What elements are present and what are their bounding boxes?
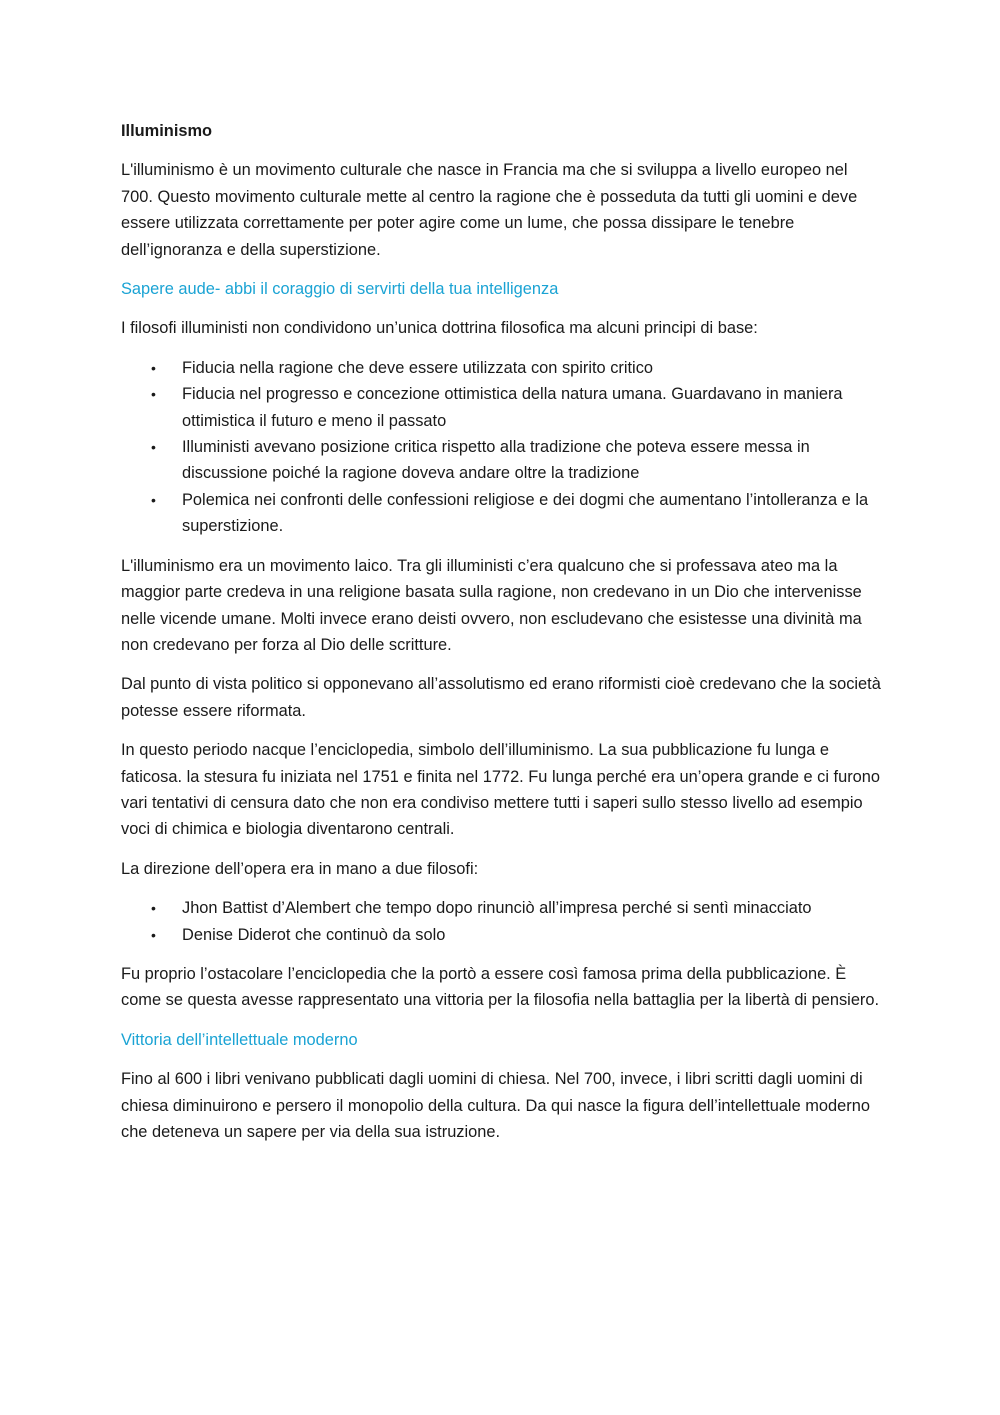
principles-intro-paragraph: I filosofi illuministi non condividono un’unica dottrina filosofica ma alcuni principi di base:	[121, 319, 758, 338]
document-title: Illuminismo	[121, 122, 213, 140]
politico-paragraph: Dal punto di vista politico si opponevano all’assolutismo ed erano riformisti cioè credevano che la società potesse essere riformata.	[121, 675, 881, 720]
list-item-text: Fiducia nel progresso e concezione ottimistica della natura umana. Guardavano in maniera ottimistica il futuro e meno il passato	[182, 385, 843, 430]
enciclopedia-paragraph: In questo periodo nacque l’enciclopedia, simbolo dell’illuminismo. La sua pubblicazione fu lunga e faticosa. la stesura fu iniziata nel 1751 e finita nel 1772. Fu lunga perché era un’opera grande e ci furono vari tentativi di censura dato che non era condiviso mettere tutti i saperi sullo stesso livello ad esempio voci di chimica e biologia diventarono centrali.	[121, 741, 881, 839]
subheading-intellettuale-moderno: Vittoria dell’intellettuale moderno	[121, 1030, 358, 1049]
laico-paragraph: L'illuminismo era un movimento laico. Tra gli illuministi c’era qualcuno che si professava ateo ma la maggior parte credeva in una religione basata sulla ragione, non credevano in un Dio che intervenisse nelle vicende umane. Molti invece erano deisti ovvero, non escludevano che esistesse una divinità ma non credevano per forza al Dio delle scritture.	[121, 556, 862, 654]
direzione-intro-paragraph: La direzione dell’opera era in mano a due filosofi:	[121, 859, 479, 878]
ostacolare-paragraph: Fu proprio l’ostacolare l’enciclopedia che la portò a essere così famosa prima della pubblicazione. È come se questa avesse rappresentato una vittoria per la filosofia nella battaglia per la libertà di pensiero.	[121, 964, 880, 1010]
list-item-text: Fiducia nella ragione che deve essere utilizzata con spirito critico	[182, 358, 654, 377]
list-item-text: Illuministi avevano posizione critica rispetto alla tradizione che poteva essere messa in discussione poiché la ragione doveva andare oltre la tradizione	[182, 438, 810, 483]
intellettuale-paragraph: Fino al 600 i libri venivano pubblicati dagli uomini di chiesa. Nel 700, invece, i libri scritti dagli uomini di chiesa diminuirono e persero il monopolio della cultura. Da qui nasce la figura dell’intellettuale moderno che deteneva un sapere per via della sua istruzione.	[121, 1070, 870, 1141]
principles-list	[121, 355, 883, 540]
bullet-icon: •	[151, 900, 156, 917]
bullet-icon: •	[151, 926, 156, 943]
list-item-text: Jhon Battist d’Alembert che tempo dopo rinunciò all’impresa perché si sentì minacciato	[182, 899, 812, 918]
list-item	[121, 895, 883, 921]
document-page	[121, 118, 883, 1158]
subheading-sapere-aude: Sapere aude- abbi il coraggio di servirti della tua intelligenza	[121, 280, 559, 299]
list-item-text: Denise Diderot che continuò da solo	[182, 925, 446, 944]
list-item	[121, 381, 883, 434]
list-item	[121, 355, 883, 381]
list-item	[121, 922, 883, 948]
bullet-icon: •	[151, 359, 156, 376]
bullet-icon: •	[151, 386, 156, 403]
bullet-icon: •	[151, 439, 156, 456]
direttori-list	[121, 895, 883, 948]
list-item-text: Polemica nei confronti delle confessioni religiose e dei dogmi che aumentano l’intolleranza e la superstizione.	[182, 490, 869, 536]
list-item	[121, 434, 883, 487]
bullet-icon: •	[151, 491, 156, 508]
intro-paragraph: L'illuminismo è un movimento culturale che nasce in Francia ma che si sviluppa a livello europeo nel 700. Questo movimento culturale mette al centro la ragione che è posseduta da tutti gli uomini e deve essere utilizzata correttamente per poter agire come un lume, che possa dissipare le tenebre dell’ignoranza e della superstizione.	[121, 161, 858, 259]
list-item	[121, 487, 883, 540]
